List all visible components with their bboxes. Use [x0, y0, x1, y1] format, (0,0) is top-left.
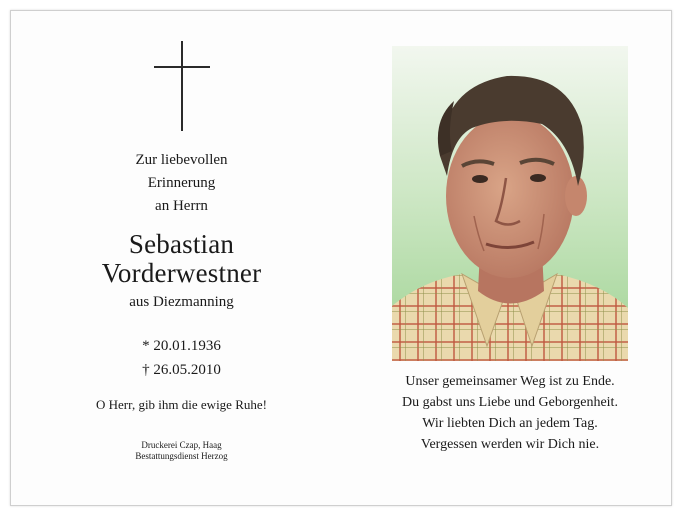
intro-text [69, 149, 294, 218]
portrait-photo [392, 46, 628, 361]
prayer-text: O Herr, gib ihm die ewige Ruhe! [96, 397, 267, 412]
intro-line: Erinnerung [147, 175, 216, 191]
deceased-name [69, 230, 294, 288]
life-dates [69, 334, 294, 382]
printer-credit [69, 440, 294, 462]
verse-line: Du gabst uns Liebe und Geborgenheit. [402, 395, 618, 410]
memorial-card [10, 10, 672, 506]
intro-line: an Herrn [155, 198, 208, 214]
verse-line: Unser gemeinsamer Weg ist zu Ende. [405, 374, 615, 389]
memorial-verse [372, 371, 648, 455]
printer-line: Druckerei Czap, Haag [141, 440, 222, 450]
memorial-text-column [69, 41, 294, 462]
intro-line: Zur liebevollen [135, 152, 228, 168]
first-name: Sebastian [128, 229, 235, 259]
verse-line: Vergessen werden wir Dich nie. [420, 437, 600, 452]
verse-line: Wir liebten Dich an jedem Tag. [422, 416, 598, 431]
last-name: Vorderwestner [101, 258, 262, 288]
origin-text: aus Diezmanning [129, 294, 234, 310]
cross-icon [154, 41, 210, 131]
death-date: † 26.05.2010 [142, 362, 221, 378]
birth-date: * 20.01.1936 [142, 338, 221, 354]
printer-line: Bestattungsdienst Herzog [135, 451, 228, 461]
portrait-illustration [392, 46, 628, 361]
